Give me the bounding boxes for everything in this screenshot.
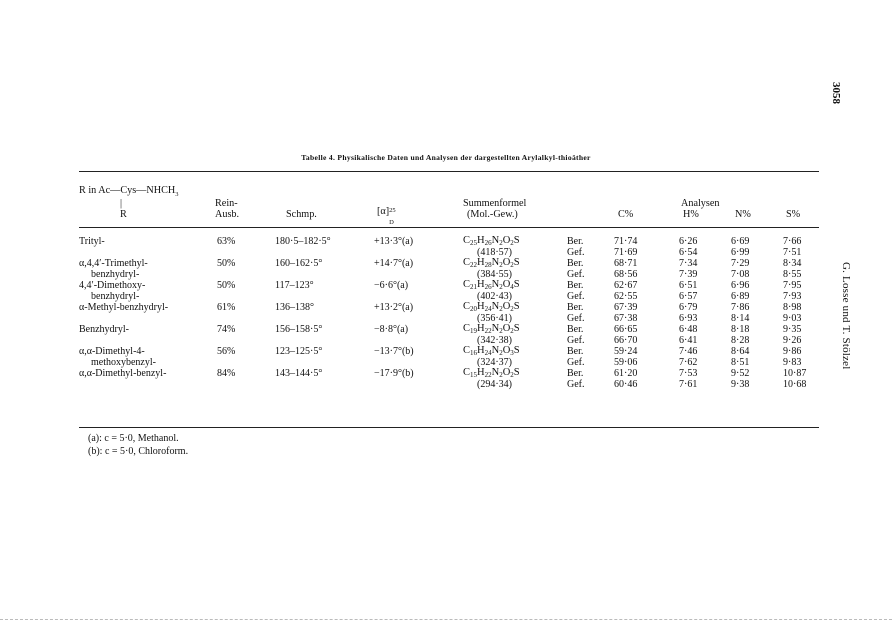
melting-point: 136–138° xyxy=(275,302,314,313)
found-h-value: 6·57 xyxy=(679,291,698,302)
molecular-formula: $C_{15}H_{22}N_2O_2S$ xyxy=(463,367,520,379)
calc-h-value: 7·53 xyxy=(679,368,698,379)
compound-name-continued: benzhydryl- xyxy=(91,291,140,302)
calc-c-value: 66·65 xyxy=(614,324,638,335)
calc-n-value: 7·29 xyxy=(731,258,750,269)
gef-label: Gef. xyxy=(567,335,585,346)
molecular-weight: (294·34) xyxy=(477,379,512,390)
molecular-weight: (324·37) xyxy=(477,357,512,368)
found-s-value: 9·03 xyxy=(783,313,802,324)
molecular-weight: (356·41) xyxy=(477,313,512,324)
header-ausb: Ausb. xyxy=(215,209,240,220)
bottom-rule xyxy=(79,427,819,428)
gef-label: Gef. xyxy=(567,379,585,390)
yield-value: 50% xyxy=(217,280,236,291)
found-n-value: 9·38 xyxy=(731,379,750,390)
melting-point: 180·5–182·5° xyxy=(275,236,331,247)
gef-label: Gef. xyxy=(567,247,585,258)
molecular-weight: (384·55) xyxy=(477,269,512,280)
found-h-value: 7·39 xyxy=(679,269,698,280)
molecular-formula: $C_{19}H_{22}N_2O_2S$ xyxy=(463,323,520,335)
table-caption: Tabelle 4. Physikalische Daten und Analysen der dargestellten Arylalkyl-thioäther xyxy=(301,153,591,162)
molecular-formula: $C_{20}H_{24}N_2O_2S$ xyxy=(463,301,520,313)
molecular-formula: $C_{25}H_{26}N_2O_2S$ xyxy=(463,235,520,247)
found-c-value: 62·55 xyxy=(614,291,638,302)
top-rule xyxy=(79,171,819,172)
yield-value: 56% xyxy=(217,346,236,357)
calc-c-value: 71·74 xyxy=(614,236,638,247)
calc-n-value: 9·52 xyxy=(731,368,750,379)
compound-name: α,α-Dimethyl-benzyl- xyxy=(79,368,167,379)
running-head: G. Losse und T. Stölzel xyxy=(840,262,852,370)
header-alpha: [α] 25 D xyxy=(377,206,396,226)
header-schmp: Schmp. xyxy=(286,209,317,220)
found-c-value: 67·38 xyxy=(614,313,638,324)
compound-name: α-Methyl-benzhydryl- xyxy=(79,302,169,313)
header-r-bar: | xyxy=(120,198,123,209)
found-n-value: 6·99 xyxy=(731,247,750,258)
ber-label: Ber. xyxy=(567,302,584,313)
melting-point: 143–144·5° xyxy=(275,368,323,379)
compound-name-continued: methoxybenzyl- xyxy=(91,357,156,368)
header-s-percent: S% xyxy=(786,209,801,220)
gef-label: Gef. xyxy=(567,291,585,302)
ber-label: Ber. xyxy=(567,258,584,269)
found-h-value: 7·61 xyxy=(679,379,698,390)
found-n-value: 7·08 xyxy=(731,269,750,280)
optical-rotation: +13·3°(a) xyxy=(374,236,414,247)
compound-name: Benzhydryl- xyxy=(79,324,129,335)
calc-c-value: 67·39 xyxy=(614,302,638,313)
melting-point: 123–125·5° xyxy=(275,346,323,357)
ber-label: Ber. xyxy=(567,346,584,357)
gef-label: Gef. xyxy=(567,269,585,280)
found-s-value: 8·55 xyxy=(783,269,802,280)
ber-label: Ber. xyxy=(567,280,584,291)
found-h-value: 6·54 xyxy=(679,247,698,258)
calc-n-value: 6·69 xyxy=(731,236,750,247)
optical-rotation: −8·8°(a) xyxy=(374,324,409,335)
melting-point: 156–158·5° xyxy=(275,324,323,335)
header-molgew: (Mol.-Gew.) xyxy=(467,209,518,220)
header-c-percent: C% xyxy=(618,209,634,220)
found-s-value: 7·93 xyxy=(783,291,802,302)
calc-s-value: 8·98 xyxy=(783,302,802,313)
molecular-weight: (418·57) xyxy=(477,247,512,258)
header-n-percent: N% xyxy=(735,209,751,220)
found-s-value: 9·83 xyxy=(783,357,802,368)
found-n-value: 8·51 xyxy=(731,357,750,368)
page-edge xyxy=(0,619,892,620)
yield-value: 61% xyxy=(217,302,236,313)
calc-s-value: 10·87 xyxy=(783,368,807,379)
yield-value: 50% xyxy=(217,258,236,269)
header-rein: Rein- xyxy=(215,198,238,209)
calc-s-value: 7·66 xyxy=(783,236,802,247)
header-rule xyxy=(79,227,819,228)
calc-c-value: 62·67 xyxy=(614,280,638,291)
yield-value: 74% xyxy=(217,324,236,335)
page-number: 3058 xyxy=(830,82,842,104)
melting-point: 117–123° xyxy=(275,280,314,291)
found-c-value: 66·70 xyxy=(614,335,638,346)
calc-h-value: 6·51 xyxy=(679,280,698,291)
header-h-percent: H% xyxy=(683,209,699,220)
calc-s-value: 9·86 xyxy=(783,346,802,357)
calc-s-value: 7·95 xyxy=(783,280,802,291)
yield-value: 84% xyxy=(217,368,236,379)
molecular-formula: $C_{22}H_{28}N_2O_2S$ xyxy=(463,257,520,269)
calc-n-value: 6·96 xyxy=(731,280,750,291)
calc-s-value: 9·35 xyxy=(783,324,802,335)
calc-h-value: 6·48 xyxy=(679,324,698,335)
calc-h-value: 6·79 xyxy=(679,302,698,313)
gef-label: Gef. xyxy=(567,357,585,368)
calc-n-value: 8·64 xyxy=(731,346,750,357)
found-s-value: 7·51 xyxy=(783,247,802,258)
melting-point: 160–162·5° xyxy=(275,258,323,269)
optical-rotation: +14·7°(a) xyxy=(374,258,414,269)
optical-rotation: +13·2°(a) xyxy=(374,302,414,313)
molecular-weight: (342·38) xyxy=(477,335,512,346)
header-analysen: Analysen xyxy=(681,198,720,209)
found-c-value: 68·56 xyxy=(614,269,638,280)
optical-rotation: −6·6°(a) xyxy=(374,280,409,291)
found-n-value: 6·89 xyxy=(731,291,750,302)
found-c-value: 59·06 xyxy=(614,357,638,368)
found-n-value: 8·28 xyxy=(731,335,750,346)
calc-c-value: 59·24 xyxy=(614,346,638,357)
compound-name: Trityl- xyxy=(79,236,105,247)
compound-name: α,α-Dimethyl-4- xyxy=(79,346,145,357)
found-h-value: 6·41 xyxy=(679,335,698,346)
ber-label: Ber. xyxy=(567,324,584,335)
yield-value: 63% xyxy=(217,236,236,247)
found-s-value: 10·68 xyxy=(783,379,807,390)
calc-c-value: 68·71 xyxy=(614,258,638,269)
found-h-value: 6·93 xyxy=(679,313,698,324)
molecular-formula: $C_{21}H_{26}N_2O_4S$ xyxy=(463,279,520,291)
molecular-formula: $C_{16}H_{24}N_2O_3S$ xyxy=(463,345,520,357)
molecular-weight: (402·43) xyxy=(477,291,512,302)
calc-c-value: 61·20 xyxy=(614,368,638,379)
found-c-value: 60·46 xyxy=(614,379,638,390)
ber-label: Ber. xyxy=(567,368,584,379)
header-r: R xyxy=(120,209,127,220)
compound-name: 4,4′-Dimethoxy- xyxy=(79,280,146,291)
gef-label: Gef. xyxy=(567,313,585,324)
compound-name: α,4,4′-Trimethyl- xyxy=(79,258,148,269)
calc-h-value: 7·34 xyxy=(679,258,698,269)
calc-s-value: 8·34 xyxy=(783,258,802,269)
calc-n-value: 8·18 xyxy=(731,324,750,335)
footnote-b: (b): c = 5·0, Chloroform. xyxy=(88,446,189,457)
ber-label: Ber. xyxy=(567,236,584,247)
found-h-value: 7·62 xyxy=(679,357,698,368)
found-c-value: 71·69 xyxy=(614,247,638,258)
optical-rotation: −17·9°(b) xyxy=(374,368,414,379)
header-r-line1: R in $Ac—Cys—NHCH_3$ xyxy=(79,185,179,199)
optical-rotation: −13·7°(b) xyxy=(374,346,414,357)
compound-name-continued: benzhydryl- xyxy=(91,269,140,280)
calc-n-value: 7·86 xyxy=(731,302,750,313)
found-n-value: 8·14 xyxy=(731,313,750,324)
header-summenformel: Summenformel xyxy=(463,198,527,209)
found-s-value: 9·26 xyxy=(783,335,802,346)
calc-h-value: 7·46 xyxy=(679,346,698,357)
calc-h-value: 6·26 xyxy=(679,236,698,247)
footnote-a: (a): c = 5·0, Methanol. xyxy=(88,433,179,444)
